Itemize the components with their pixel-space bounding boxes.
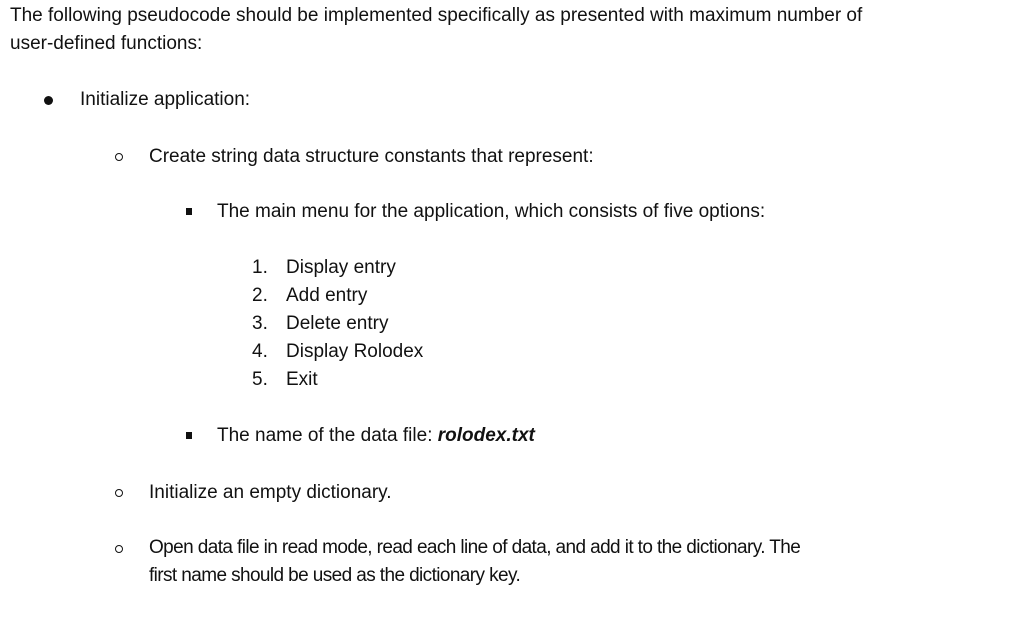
- square-bullet-icon: [186, 208, 192, 215]
- menu-option-display-rolodex: 4. Display Rolodex: [252, 341, 424, 362]
- circle-bullet-icon: [115, 545, 123, 553]
- menu-option-display-entry: 1. Display entry: [252, 257, 396, 278]
- intro-line-2: user-defined functions:: [10, 33, 203, 54]
- disc-bullet-icon: [44, 96, 53, 105]
- initialize-dictionary-step: Initialize an empty dictionary.: [149, 482, 392, 503]
- main-menu-description: The main menu for the application, which consists of five options:: [217, 201, 766, 222]
- menu-option-add-entry: 2. Add entry: [252, 285, 368, 306]
- intro-line-1: The following pseudocode should be implemented specifically as presented with maximum number of: [10, 5, 863, 26]
- menu-option-exit: 5. Exit: [252, 369, 318, 390]
- initialize-application-heading: Initialize application:: [80, 89, 251, 110]
- main-menu-options-list: [252, 254, 423, 394]
- create-constants-step: Create string data structure constants that represent:: [149, 146, 594, 167]
- open-file-step-line-1: Open data file in read mode, read each line of data, and add it to the dictionary. The: [149, 537, 801, 558]
- square-bullet-icon: [186, 432, 192, 439]
- data-file-description: The name of the data file: rolodex.txt: [217, 425, 535, 446]
- menu-option-delete-entry: 3. Delete entry: [252, 313, 389, 334]
- open-file-step-line-2: first name should be used as the dictionary key.: [149, 565, 521, 586]
- data-file-name: rolodex.txt: [437, 425, 535, 446]
- circle-bullet-icon: [115, 153, 123, 161]
- circle-bullet-icon: [115, 489, 123, 497]
